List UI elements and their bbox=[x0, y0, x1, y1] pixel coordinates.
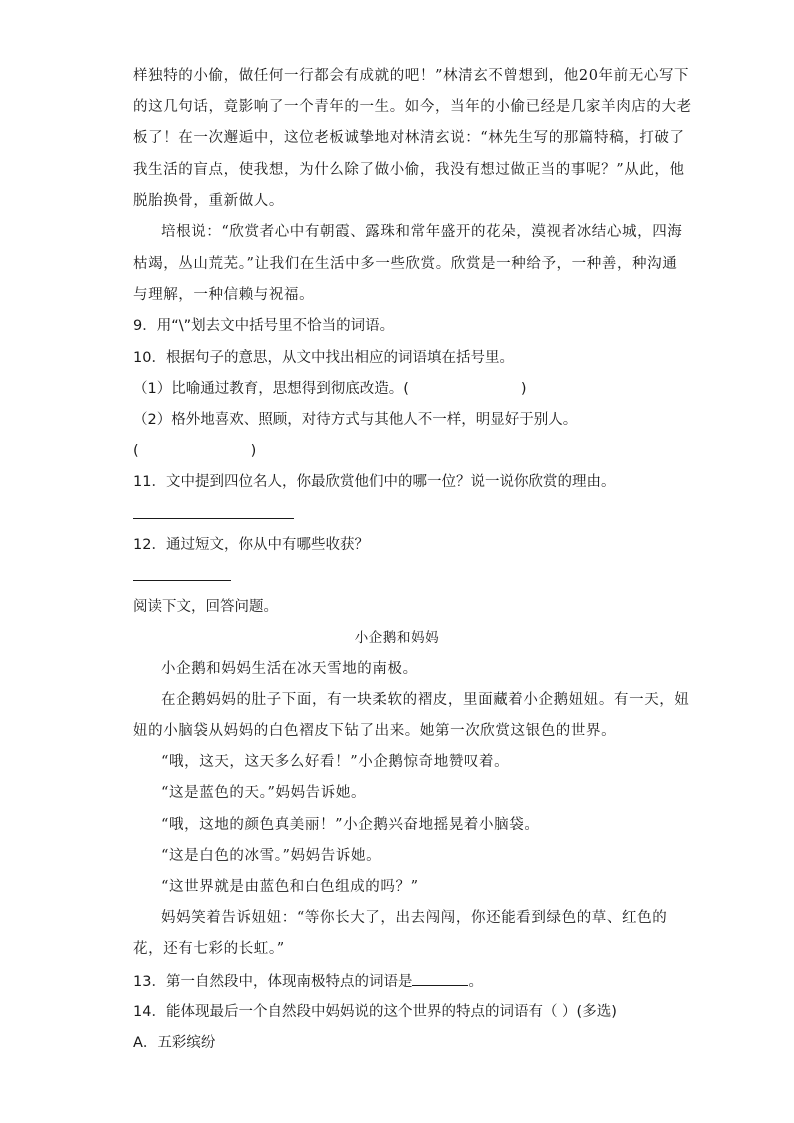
passage1-para2-line-1: 培根说：“欣赏者心中有朝霞、露珠和常年盛开的花朵，漠视者冰结心城，四海 bbox=[161, 224, 683, 240]
passage2-line-10: 花，还有七彩的长虹。” bbox=[133, 941, 285, 957]
question-10: 10．根据句子的意思，从文中找出相应的词语填在括号里。 bbox=[133, 350, 514, 366]
passage1-line-2: 的这几句话，竟影响了一个青年的一生。如今，当年的小偷已经是几家羊肉店的大老 bbox=[133, 99, 692, 115]
passage1-para2-line-3: 与理解，一种信赖与祝福。 bbox=[133, 287, 315, 303]
passage1-para2-line-2: 枯竭，丛山荒芜。”让我们在生活中多一些欣赏。欣赏是一种给予，一种善，种沟通 bbox=[133, 256, 678, 272]
question-13-end: 。 bbox=[468, 974, 483, 990]
passage2-line-5: “这是蓝色的天。”妈妈告诉她。 bbox=[161, 785, 367, 801]
passage1-line-4: 我生活的盲点，使我想，为什么除了做小偷，我没有想过做正当的事呢？”从此，他 bbox=[133, 162, 685, 178]
question-10-2-answer bbox=[133, 441, 256, 461]
passage2-line-6: “哦，这地的颜色真美丽！”小企鹅兴奋地摇晃着小脑袋。 bbox=[161, 817, 540, 833]
passage2-line-2: 在企鹅妈妈的肚子下面，有一块柔软的褶皮，里面藏着小企鹅妞妞。有一天，妞 bbox=[161, 692, 690, 708]
passage1-line-5: 脱胎换骨，重新做人。 bbox=[133, 193, 284, 209]
passage2-line-1: 小企鹅和妈妈生活在冰天雪地的南极。 bbox=[161, 661, 418, 677]
question-13-text: 13．第一自然段中，体现南极特点的词语是 bbox=[133, 974, 413, 990]
question-11: 11．文中提到四位名人，你最欣赏他们中的哪一位？说一说你欣赏的理由。 bbox=[133, 474, 616, 490]
passage2-line-4: “哦，这天，这天多么好看！”小企鹅惊奇地赞叹着。 bbox=[161, 754, 510, 770]
question-13 bbox=[133, 971, 483, 992]
question-10-2: （2）格外地喜欢、照顾，对待方式与其他人不一样，明显好于别人。 bbox=[133, 412, 578, 428]
question-12: 12．通过短文，你从中有哪些收获？ bbox=[133, 537, 369, 553]
question-10-2-close: ) bbox=[250, 443, 257, 459]
passage1-line-3: 板了！在一次邂逅中，这位老板诚挚地对林清玄说：“林先生写的那篇特稿，打破了 bbox=[133, 130, 685, 146]
passage2-line-9: 妈妈笑着告诉妞妞：“等你长大了，出去闯闯，你还能看到绿色的草、红色的 bbox=[161, 910, 668, 926]
option-a[interactable]: A．五彩缤纷 bbox=[133, 1035, 216, 1051]
passage2-title: 小企鹅和妈妈 bbox=[354, 630, 440, 646]
answer-line-11[interactable] bbox=[133, 518, 294, 519]
question-10-2-open: ( bbox=[133, 443, 139, 459]
passage1-line-1: 样独特的小偷，做任何一行都会有成就的吧！”林清玄不曾想到，他20年前无心写下 bbox=[133, 68, 690, 84]
answer-line-12[interactable] bbox=[133, 580, 231, 581]
answer-blank-13[interactable] bbox=[412, 971, 468, 986]
question-10-1-text: （1）比喻通过教育，思想得到彻底改造。( bbox=[133, 381, 409, 397]
reading-intro: 阅读下文，回答问题。 bbox=[133, 599, 278, 615]
passage2-line-3: 妞的小脑袋从妈妈的白色褶皮下钻了出来。她第一次欣赏这银色的世界。 bbox=[133, 723, 617, 739]
passage2-line-7: “这是白色的冰雪。”妈妈告诉她。 bbox=[161, 848, 382, 864]
question-9: 9．用“\”划去文中括号里不恰当的词语。 bbox=[133, 318, 395, 334]
question-14: 14．能体现最后一个自然段中妈妈说的这个世界的特点的词语有（ ）(多选) bbox=[133, 1004, 617, 1020]
question-10-1 bbox=[133, 379, 527, 399]
question-10-1-close: ) bbox=[520, 381, 527, 397]
passage2-line-8: “这世界就是由蓝色和白色组成的吗？” bbox=[161, 879, 419, 895]
